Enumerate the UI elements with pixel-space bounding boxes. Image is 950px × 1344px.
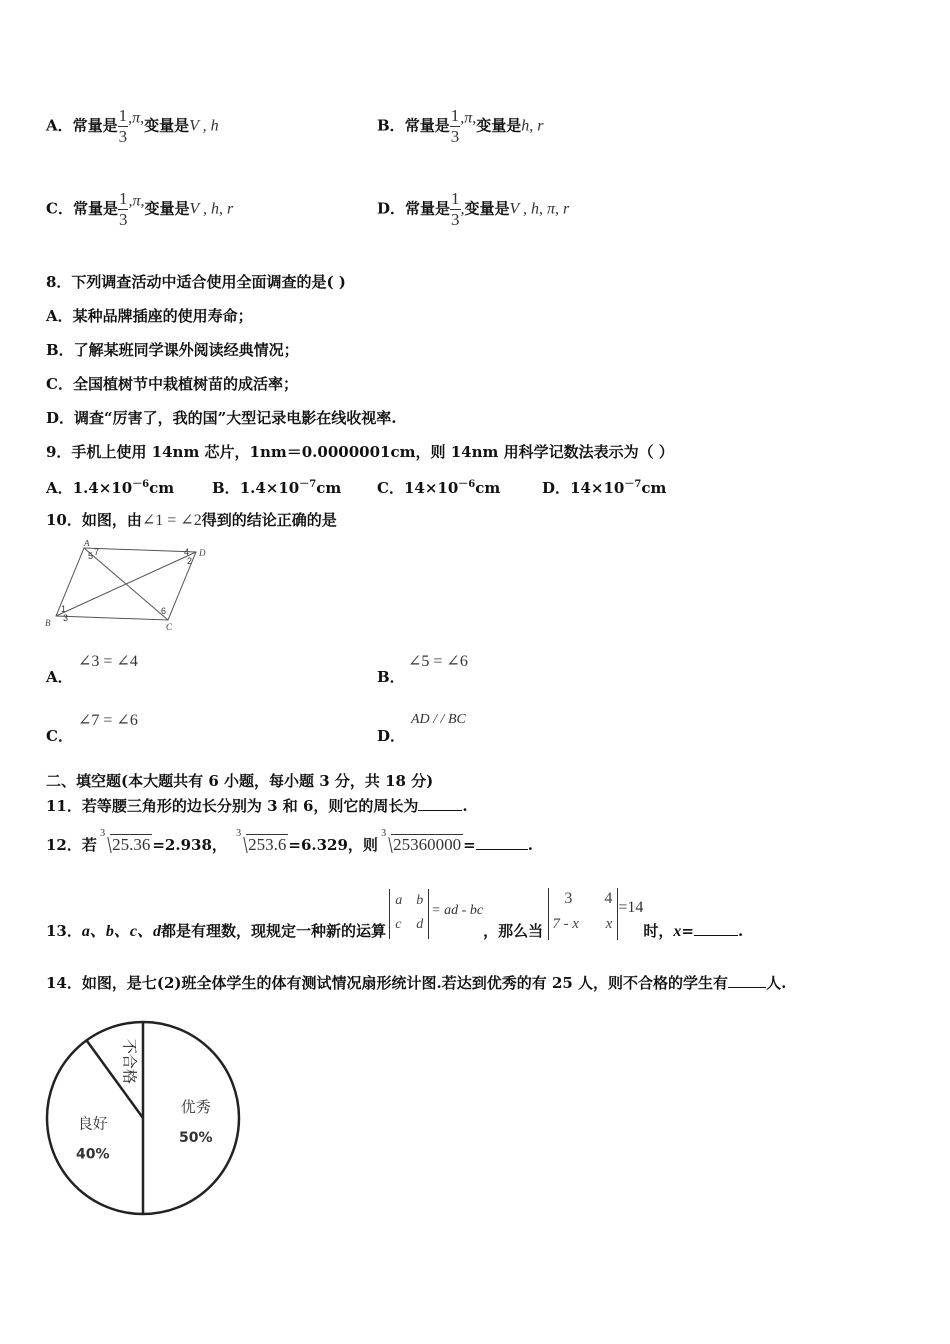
cube-root-2: 3 253.6 <box>236 828 287 854</box>
q11-text: 11．若等腰三角形的边长分别为 3 和 6，则它的周长为 . <box>46 797 468 815</box>
q9-option-a: A．$1.4\times 10^{-6}cm$ <box>46 479 175 497</box>
angle-label-1: 1 <box>61 604 67 614</box>
determinant-abcd: a b c d <box>387 889 431 939</box>
angle-label-7: 7 <box>94 547 100 557</box>
q8-option-d: D．调查“厉害了，我的国”大型记录电影在线收视率. <box>46 409 397 427</box>
q10-option-a-label: A． <box>46 668 73 686</box>
q8-option-b: B．了解某班同学课外阅读经典情况； <box>46 341 299 359</box>
pie-chart <box>40 1016 250 1222</box>
q14-text: 14．如图，是七(2)班全体学生的体有测试情况扇形统计图.若达到优秀的有 25 人，则不合格的学生有 人. <box>46 974 787 992</box>
determinant-3-4: 3 4 7 - x x <box>548 888 618 940</box>
vertex-label-a: A <box>84 540 90 548</box>
vertex-label-b: B <box>45 618 51 628</box>
option-label: A． <box>46 116 73 135</box>
q10-option-b-label: B． <box>377 668 405 686</box>
diagonal-bd <box>56 552 196 616</box>
pie-label-2: 不合格 <box>120 1038 139 1084</box>
vertex-label-c: C <box>166 622 173 632</box>
q10-option-c-label: C． <box>46 727 73 745</box>
q10-option-a-math: ∠3 = ∠4 <box>78 653 138 670</box>
answer-blank[interactable] <box>418 796 462 811</box>
q9-stem: 9．手机上使用 14nm 芯片，1nm＝0.0000001cm，则 14nm 用科学记数法表示为（ ） <box>46 443 674 461</box>
answer-blank[interactable] <box>476 835 528 850</box>
fraction-one-third: $\frac{1}{3}$ <box>118 189 128 229</box>
q8-stem: 8．下列调查活动中适合使用全面调查的是( ) <box>46 273 346 291</box>
cube-root-3: 3 25360000 <box>381 828 462 854</box>
fraction-one-third: $\frac{1}{3}$ <box>450 106 460 146</box>
angle-label-4: 4 <box>184 547 190 557</box>
angle-label-6: 6 <box>161 606 167 616</box>
q9-option-d: D．$14\times 10^{-7}cm$ <box>542 479 667 497</box>
pie-label-0: 优秀 <box>180 1098 211 1116</box>
pie-label-1: 良好 <box>77 1114 108 1133</box>
q7-option-b: B．常量是 $\frac{1}{3}$ ,π,变量是h, r <box>377 106 544 146</box>
q7-option-a: A．常量是 $\frac{1}{3}$ ,π,变量是V , h <box>46 106 219 146</box>
angle-label-5: 5 <box>88 551 94 561</box>
q10-option-d-math: AD / / BC <box>411 712 466 727</box>
q9-option-b: B．$1.4\times 10^{-7}cm$ <box>212 479 342 497</box>
angle-label-3: 3 <box>63 613 69 623</box>
fraction-one-third: $\frac{1}{3}$ <box>451 189 460 229</box>
fraction-one-third: $\frac{1}{3}$ <box>118 106 128 146</box>
q9-option-c: C．$14\times 10^{-6}cm$ <box>377 479 501 497</box>
answer-blank[interactable] <box>728 973 766 988</box>
q8-option-c: C．全国植树节中栽植树苗的成活率； <box>46 375 298 393</box>
parallelogram-figure <box>44 540 214 632</box>
q10-stem: 10．如图，由∠1 = ∠2得到的结论正确的是 <box>46 511 337 529</box>
vertex-label-d: D <box>199 548 206 558</box>
cube-root-1: 3 25.36 <box>100 828 151 854</box>
q10-option-c-math: ∠7 = ∠6 <box>78 712 138 729</box>
q10-option-b-math: ∠5 = ∠6 <box>408 653 468 670</box>
angle-label-2: 2 <box>187 556 193 566</box>
q7-option-c: C．常量是 $\frac{1}{3}$ ,π,变量是V , h, r <box>46 189 234 229</box>
pie-value-label-1: 40% <box>76 1146 110 1163</box>
q12-text: 12．若 3 25.36 =2.938， 3 253.6 =6.329，则 3 25360000 = . <box>46 828 533 854</box>
q10-option-d-label: D． <box>377 727 406 745</box>
q13-text: 13．a、b、c、d都是有理数，现规定一种新的运算 a b c d = ad - bc，那么当 3 4 7 - x x =14时，x= . <box>46 890 744 940</box>
q7-option-d: D．常量是 $\frac{1}{3}$ ,变量是V , h, π, r <box>377 189 570 229</box>
answer-blank[interactable] <box>694 921 738 936</box>
pie-value-label-0: 50% <box>179 1130 213 1146</box>
section-title: 二、填空题(本大题共有 6 小题，每小题 3 分，共 18 分) <box>46 772 434 790</box>
q8-option-a: A．某种品牌插座的使用寿命； <box>46 307 253 325</box>
